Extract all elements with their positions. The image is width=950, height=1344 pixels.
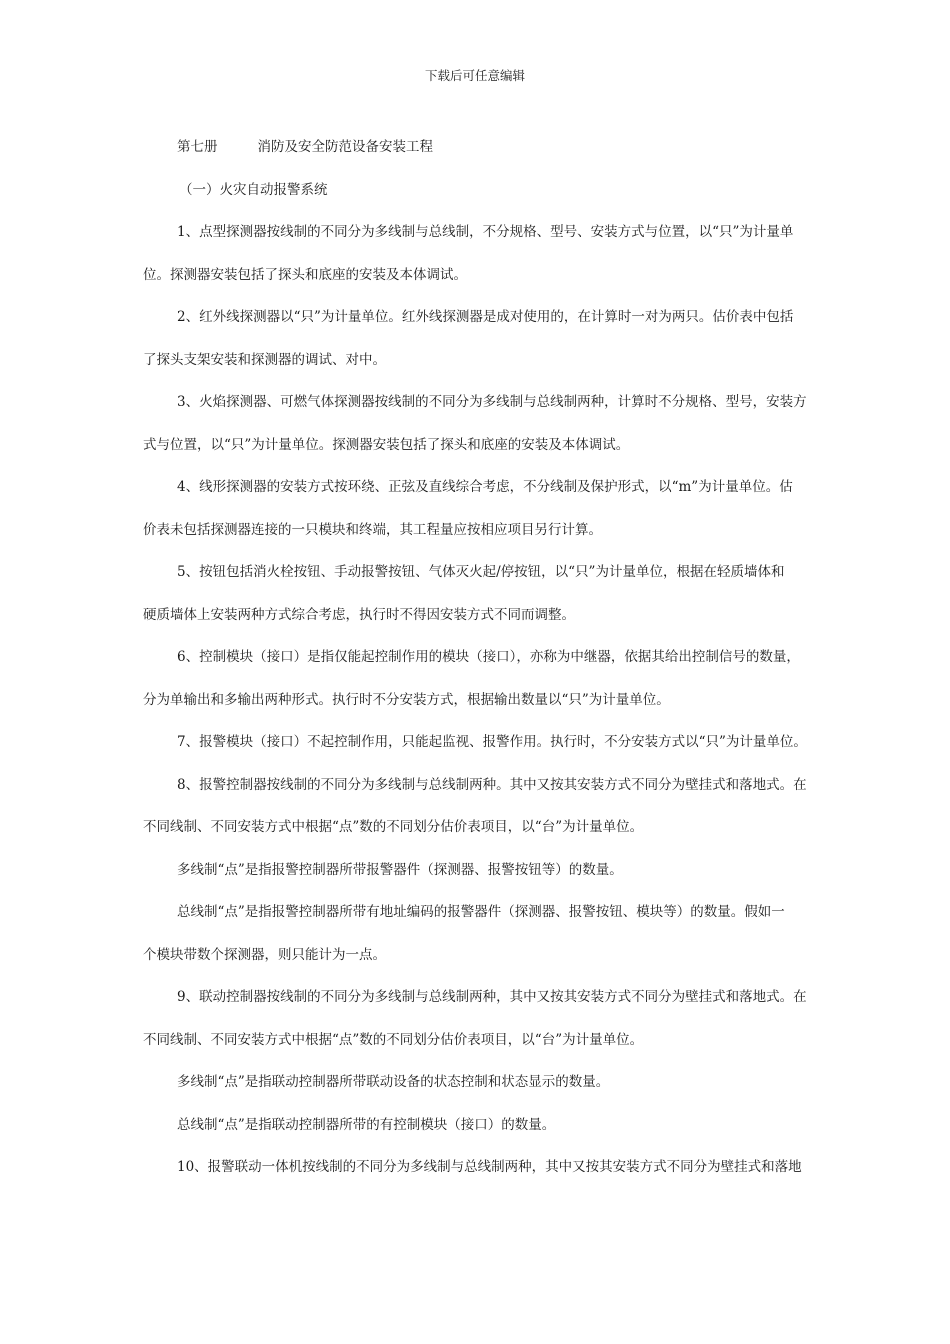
text-line: 多线制“点”是指联动控制器所带联动设备的状态控制和状态显示的数量。 [177, 1074, 610, 1090]
text-line: 个模块带数个探测器，则只能计为一点。 [143, 946, 386, 963]
page-header: 下载后可任意编辑 [424, 68, 525, 83]
text-line: 1、点型探测器按线制的不同分为多线制与总线制，不分规格、型号、安装方式与位置，以“只”为计量单 [177, 224, 794, 240]
text-line: 不同线制、不同安装方式中根据“点”数的不同划分估价表项目，以“台”为计量单位。 [143, 1031, 644, 1048]
text-line: 5、按钮包括消火栓按钮、手动报警按钮、气体灭火起/停按钮，以“只”为计量单位，根据在轻质墙体和 [177, 564, 785, 580]
text-line: 3、火焰探测器、可燃气体探测器按线制的不同分为多线制与总线制两种，计算时不分规格、型号，安装方 [177, 394, 807, 410]
text-line: 6、控制模块（接口）是指仅能起控制作用的模块（接口），亦称为中继器，依据其给出控制信号的数量， [177, 649, 800, 665]
text-line: 9、联动控制器按线制的不同分为多线制与总线制两种，其中又按其安装方式不同分为壁挂式和落地式。在 [177, 989, 807, 1005]
text-line: 8、报警控制器按线制的不同分为多线制与总线制两种。其中又按其安装方式不同分为壁挂式和落地式。在 [177, 776, 807, 793]
text-line: 4、线形探测器的安装方式按环绕、正弦及直线综合考虑，不分线制及保护形式，以“m”为计量单位。估 [177, 479, 793, 495]
text-line: 位。探测器安装包括了探头和底座的安装及本体调试。 [143, 266, 467, 283]
text-line: 总线制“点”是指联动控制器所带的有控制模块（接口）的数量。 [177, 1116, 556, 1133]
text-line: 式与位置，以“只”为计量单位。探测器安装包括了探头和底座的安装及本体调试。 [143, 436, 630, 453]
text-line: 2、红外线探测器以“只”为计量单位。红外线探测器是成对使用的，在计算时一对为两只。估价表中包括 [177, 309, 794, 325]
text-line: 价表未包括探测器连接的一只模块和终端，其工程量应按相应项目另行计算。 [143, 521, 602, 538]
text-line: 硬质墙体上安装两种方式综合考虑，执行时不得因安装方式不同而调整。 [143, 606, 575, 623]
volume-label: 第七册 [177, 139, 218, 155]
document-body [143, 126, 855, 1189]
section-heading: （一）火灾自动报警系统 [179, 181, 328, 198]
text-line: 分为单输出和多输出两种形式。执行时不分安装方式，根据输出数量以“只”为计量单位。 [143, 691, 670, 708]
text-line: 7、报警模块（接口）不起控制作用，只能起监视、报警作用。执行时，不分安装方式以“只”为计量单位。 [177, 734, 807, 750]
text-line: 多线制“点”是指报警控制器所带报警器件（探测器、报警按钮等）的数量。 [177, 861, 623, 878]
volume-title [143, 126, 855, 169]
paragraph-lines [143, 211, 855, 1189]
text-line: 10、报警联动一体机按线制的不同分为多线制与总线制两种，其中又按其安装方式不同分为壁挂式和落地 [177, 1159, 802, 1175]
text-line: 了探头支架安装和探测器的调试、对中。 [143, 351, 386, 368]
text-line: 总线制“点”是指报警控制器所带有地址编码的报警器件（探测器、报警按钮、模块等）的数量。假如一 [177, 904, 785, 920]
volume-name: 消防及安全防范设备安装工程 [257, 139, 433, 155]
text-line: 不同线制、不同安装方式中根据“点”数的不同划分估价表项目，以“台”为计量单位。 [143, 819, 644, 835]
